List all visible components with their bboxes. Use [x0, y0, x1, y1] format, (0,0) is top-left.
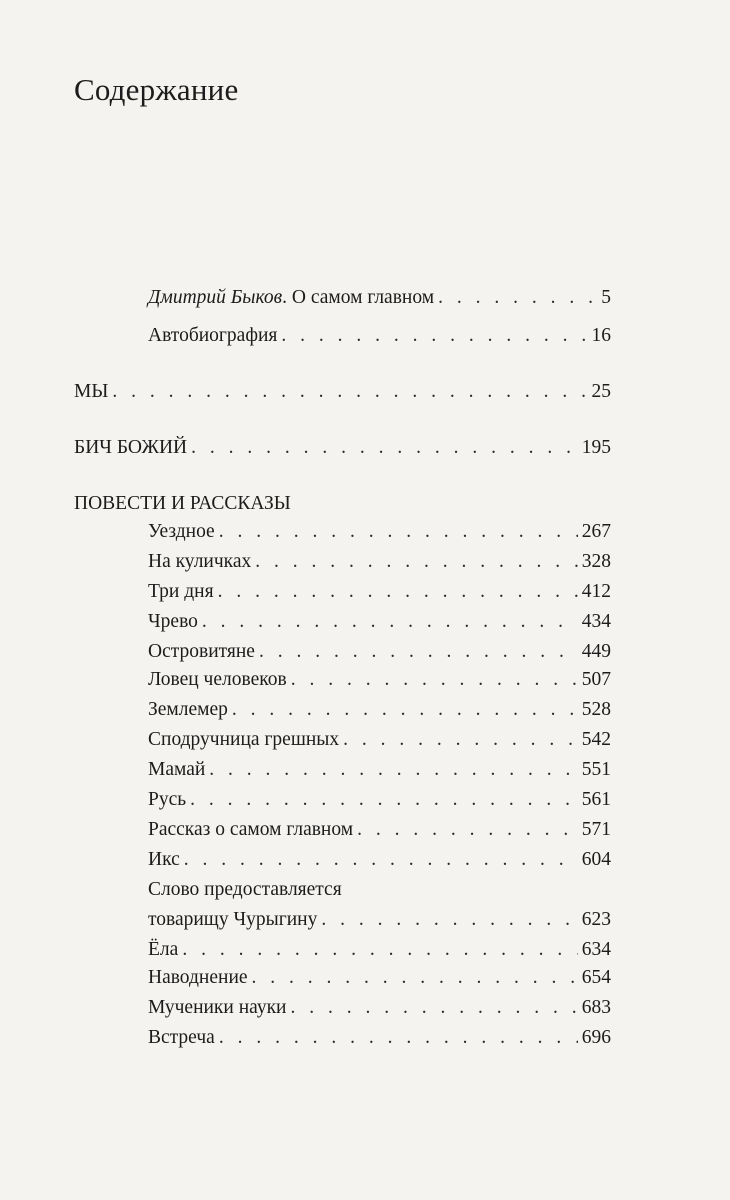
section-heading: ПОВЕСТИ И РАССКАЗЫ	[74, 493, 291, 514]
toc-entry	[148, 322, 611, 350]
toc-entry-title-line2: товарищу Чурыгину	[148, 909, 318, 930]
toc-entry	[148, 756, 611, 784]
leader-dots	[202, 608, 578, 636]
leader-dots	[252, 964, 578, 992]
author-name: Дмитрий Быков	[148, 287, 283, 308]
toc-entry	[148, 608, 611, 636]
page-number: 571	[581, 819, 611, 840]
toc-entry	[148, 906, 611, 934]
toc-entry-title: О самом главном	[291, 287, 435, 308]
leader-dots	[219, 518, 578, 546]
toc-entry-title: Автобиография	[148, 325, 278, 346]
leader-dots	[184, 846, 578, 874]
toc-entry	[148, 846, 611, 874]
toc-entry	[148, 548, 611, 576]
leader-dots	[232, 696, 578, 724]
toc-entry-title-line1: Слово предоставляется	[148, 879, 342, 900]
toc-entry-title: Икс	[148, 849, 180, 870]
leader-dots	[255, 548, 577, 576]
leader-dots	[219, 1024, 578, 1052]
toc-entry	[148, 936, 611, 964]
toc-entry	[148, 786, 611, 814]
page-number: 267	[581, 521, 611, 542]
toc-entry-title: Русь	[148, 789, 187, 810]
page-number: 551	[581, 759, 611, 780]
toc-entry-title: Землемер	[148, 699, 228, 720]
toc-entry-title: Сподручница грешных	[148, 729, 340, 750]
toc-entry	[148, 726, 611, 754]
toc-entry-title: Уездное	[148, 521, 215, 542]
leader-dots	[357, 816, 578, 844]
toc-entry-title: Три дня	[148, 581, 214, 602]
leader-dots	[259, 638, 578, 666]
leader-dots	[209, 756, 577, 784]
toc-entry-label: Дмитрий Быков. О самом главном	[148, 287, 435, 308]
leader-dots	[112, 378, 587, 406]
page-number: 604	[581, 849, 611, 870]
page-number: 623	[581, 909, 611, 930]
page-title: Содержание	[74, 72, 239, 107]
toc-entry	[148, 666, 611, 694]
leader-dots	[218, 578, 578, 606]
leader-dots	[290, 994, 577, 1022]
leader-dots	[291, 666, 578, 694]
toc-entry-title: Мученики науки	[148, 997, 287, 1018]
page-number: 528	[581, 699, 611, 720]
toc-entry	[148, 284, 611, 312]
page-number: 412	[581, 581, 611, 602]
page-number: 696	[581, 1027, 611, 1048]
toc-entry-title: Рассказ о самом главном	[148, 819, 354, 840]
leader-dots	[321, 906, 577, 934]
toc-entry	[148, 696, 611, 724]
page-number: 561	[581, 789, 611, 810]
leader-dots	[190, 786, 578, 814]
toc-entry	[148, 1024, 611, 1052]
page-number: 449	[581, 641, 611, 662]
toc-entry-title: Ловец человеков	[148, 669, 287, 690]
page-number: 195	[581, 437, 611, 458]
toc-entry-title: Островитяне	[148, 641, 255, 662]
page-number: 654	[581, 967, 611, 988]
page-number: 634	[581, 939, 611, 960]
page-number: 5	[601, 287, 611, 308]
toc-entry	[74, 378, 611, 406]
toc-entry-title: Чрево	[148, 611, 198, 632]
toc-entry-title: Наводнение	[148, 967, 248, 988]
toc-entry	[148, 518, 611, 546]
toc-entry	[148, 638, 611, 666]
toc-entry-title: Встреча	[148, 1027, 215, 1048]
toc-entry	[148, 578, 611, 606]
page-number: 683	[581, 997, 611, 1018]
toc-entry-title: Мамай	[148, 759, 206, 780]
leader-dots	[343, 726, 578, 754]
toc-entry	[148, 964, 611, 992]
toc-entry	[148, 816, 611, 844]
toc-entry-title: МЫ	[74, 381, 109, 402]
page-number: 328	[581, 551, 611, 572]
page-number: 542	[581, 729, 611, 750]
toc-entry-title: Ёла	[148, 939, 179, 960]
leader-dots	[191, 434, 578, 462]
toc-entry-title: БИЧ БОЖИЙ	[74, 437, 188, 458]
page-number: 507	[581, 669, 611, 690]
toc-entry-title: На куличках	[148, 551, 252, 572]
toc-entry	[148, 994, 611, 1022]
toc-entry	[74, 434, 611, 462]
page-number: 16	[591, 325, 611, 346]
leader-dots	[438, 284, 597, 312]
leader-dots	[281, 322, 587, 350]
page-number: 25	[591, 381, 611, 402]
page-number: 434	[581, 611, 611, 632]
leader-dots	[182, 936, 577, 964]
